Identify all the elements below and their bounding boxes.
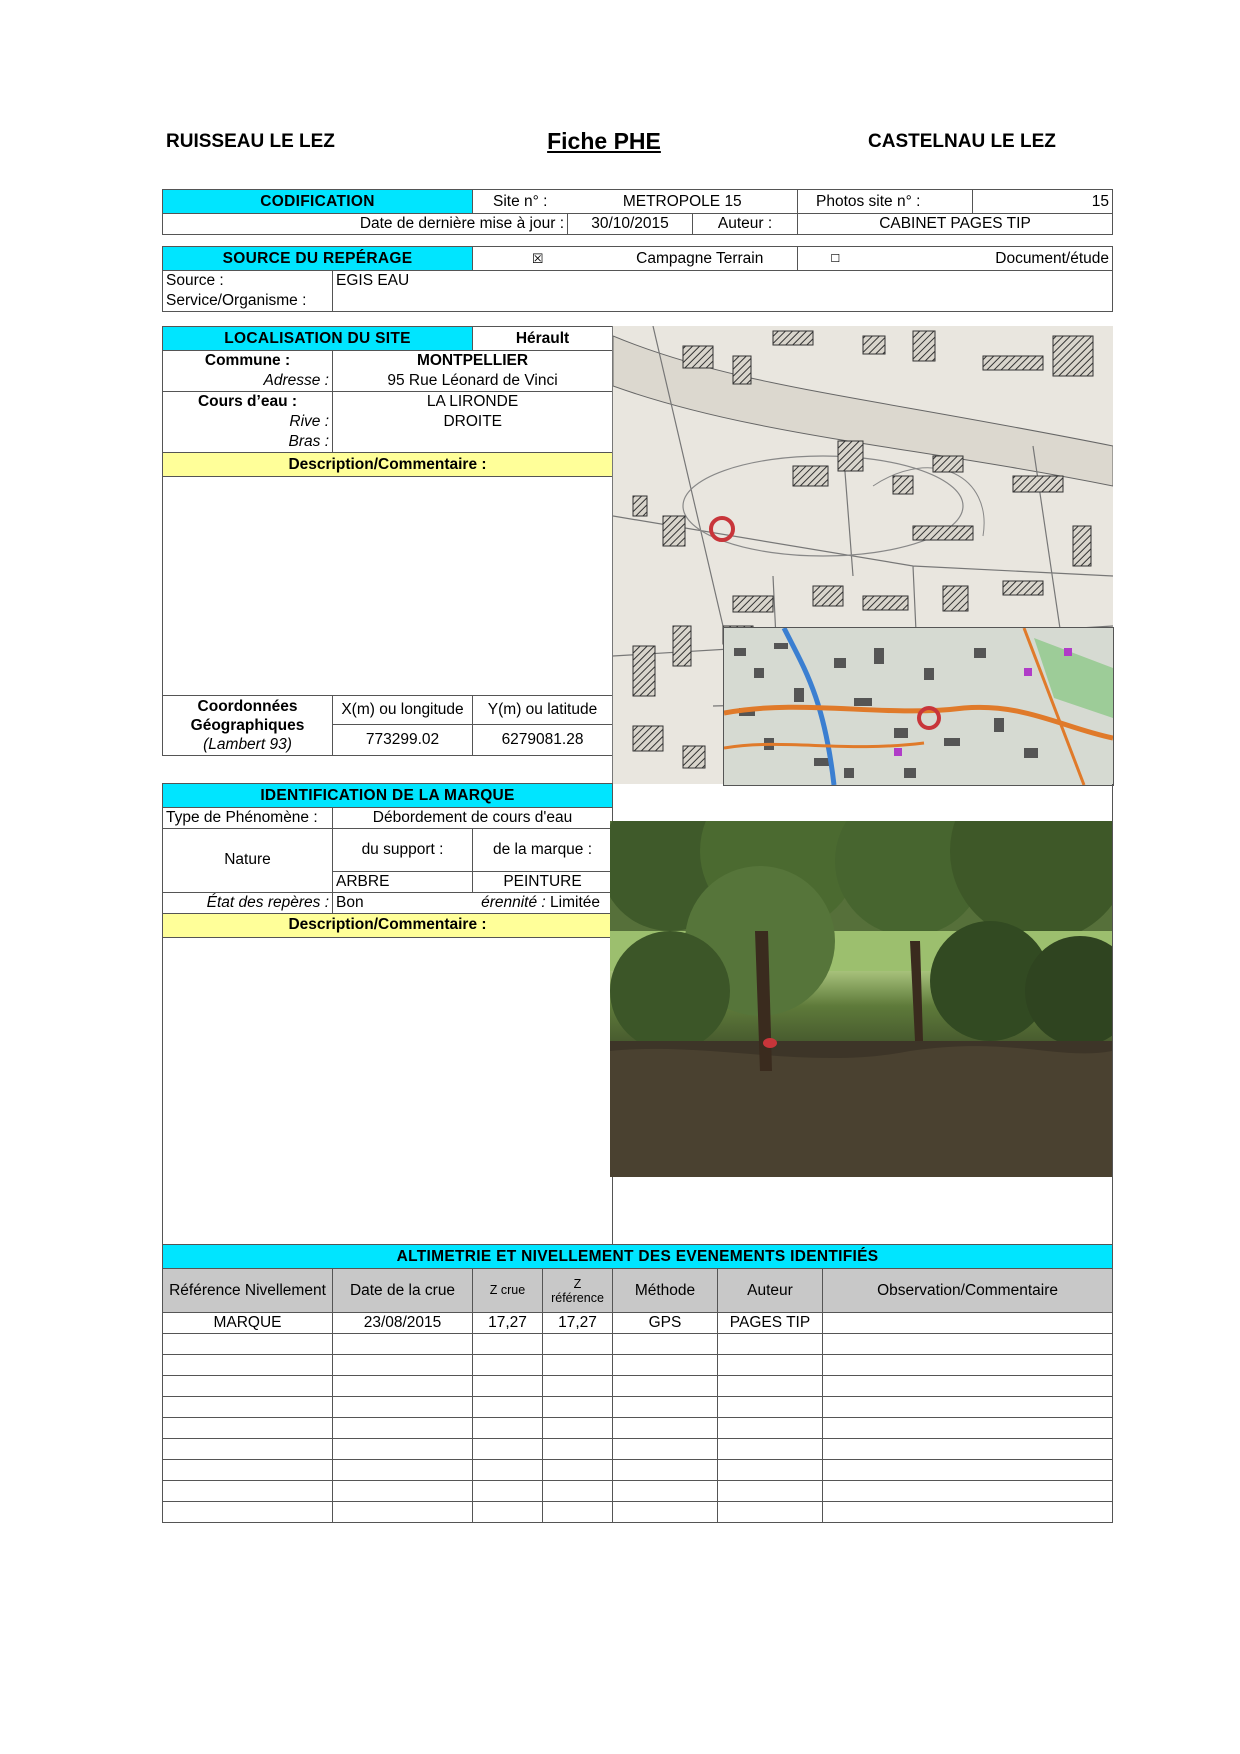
page-title: Fiche PHE [547, 128, 661, 154]
rive-label: Rive : [163, 412, 333, 432]
cell-methode [613, 1418, 718, 1439]
table-row [163, 1397, 1113, 1418]
cell-observation [823, 1439, 1113, 1460]
cell-observation [823, 1418, 1113, 1439]
cell-z-crue [473, 1439, 543, 1460]
marque-label: de la marque : [473, 829, 613, 872]
cell-z-reference [543, 1439, 613, 1460]
codification-table [162, 189, 1113, 235]
cell-auteur [718, 1397, 823, 1418]
auteur-value: CABINET PAGES TIP [798, 214, 1113, 235]
type-value: Débordement de cours d'eau [333, 808, 613, 829]
source-heading: SOURCE DU REPÉRAGE [163, 247, 473, 271]
altimetrie-heading: ALTIMETRIE ET NIVELLEMENT DES EVENEMENTS IDENTIFIÉS [163, 1245, 1113, 1269]
cell-z-crue [473, 1355, 543, 1376]
rive-value: DROITE [443, 413, 503, 430]
coord-label [163, 696, 333, 756]
source-table [162, 246, 1113, 312]
cell-z-reference [543, 1502, 613, 1523]
river-name: RUISSEAU LE LEZ [166, 131, 335, 152]
photos-value: 15 [973, 190, 1113, 214]
town-name: CASTELNAU LE LEZ [868, 131, 1056, 152]
cell-methode [613, 1481, 718, 1502]
perennite-cell [473, 892, 613, 913]
cell-auteur [718, 1481, 823, 1502]
site-value: METROPOLE 15 [568, 190, 798, 214]
cell-z-reference: 17,27 [543, 1313, 613, 1334]
cell-auteur [718, 1418, 823, 1439]
table-row [163, 1313, 1113, 1334]
etat-value: Bon [333, 892, 473, 913]
departement-value: Hérault [473, 327, 613, 351]
cell-methode: GPS [613, 1313, 718, 1334]
cell-date: 23/08/2015 [333, 1313, 473, 1334]
coord-label-line1: Coordonnées [197, 698, 298, 715]
altimetrie-rows [163, 1313, 1113, 1523]
coord-label-line3: (Lambert 93) [203, 736, 292, 753]
document-checkbox[interactable]: ☐ [798, 247, 873, 271]
cell-z-crue [473, 1397, 543, 1418]
cell-auteur [718, 1355, 823, 1376]
cell-date [333, 1418, 473, 1439]
localisation-table [162, 326, 613, 756]
cell-auteur: PAGES TIP [718, 1313, 823, 1334]
adresse-label: Adresse : [163, 371, 333, 392]
table-row [163, 1481, 1113, 1502]
cell-date [333, 1397, 473, 1418]
cell-observation [823, 1502, 1113, 1523]
service-label: Service/Organisme : [163, 291, 333, 312]
table-row [163, 1502, 1113, 1523]
cell-reference [163, 1481, 333, 1502]
topographic-inset-map [723, 627, 1114, 786]
support-value: ARBRE [333, 871, 473, 892]
cours-label: Cours d’eau : [163, 392, 333, 413]
site-label: Site n° : [473, 190, 568, 214]
date-value: 30/10/2015 [568, 214, 693, 235]
table-row [163, 1439, 1113, 1460]
bras-label: Bras : [163, 432, 333, 453]
cell-observation [823, 1313, 1113, 1334]
table-row [163, 1334, 1113, 1355]
cell-reference [163, 1502, 333, 1523]
bras-value [333, 432, 613, 453]
cell-observation [823, 1460, 1113, 1481]
cell-z-crue [473, 1481, 543, 1502]
source-label: Source : [163, 271, 333, 292]
cell-reference [163, 1439, 333, 1460]
commune-label: Commune : [163, 351, 333, 372]
cell-reference [163, 1376, 333, 1397]
cell-reference [163, 1397, 333, 1418]
cell-auteur [718, 1439, 823, 1460]
date-label: Date de dernière mise à jour : [163, 214, 568, 235]
x-label: X(m) ou longitude [333, 696, 473, 725]
inset-map-drawing [724, 628, 1113, 785]
cell-observation [823, 1376, 1113, 1397]
cell-z-crue: 17,27 [473, 1313, 543, 1334]
table-row [163, 1376, 1113, 1397]
cell-z-crue [473, 1460, 543, 1481]
nature-label: Nature [163, 829, 333, 893]
etat-label: État des repères : [163, 892, 333, 913]
flood-mark-paint [763, 1038, 777, 1048]
photo-frame-top [613, 784, 1113, 808]
cell-z-reference [543, 1355, 613, 1376]
x-value: 773299.02 [333, 725, 473, 756]
cell-methode [613, 1439, 718, 1460]
table-row [163, 1460, 1113, 1481]
cell-reference [163, 1418, 333, 1439]
cell-z-crue [473, 1502, 543, 1523]
source-value: EGIS EAU [333, 271, 1113, 292]
cell-z-reference [543, 1481, 613, 1502]
cell-z-reference [543, 1460, 613, 1481]
cell-reference [163, 1355, 333, 1376]
cell-date [333, 1439, 473, 1460]
cell-methode [613, 1334, 718, 1355]
cell-auteur [718, 1502, 823, 1523]
cell-z-crue [473, 1334, 543, 1355]
cell-observation [823, 1355, 1113, 1376]
cell-reference [163, 1334, 333, 1355]
col-methode: Méthode [613, 1269, 718, 1313]
cell-z-reference [543, 1334, 613, 1355]
commune-value: MONTPELLIER [333, 351, 613, 372]
cell-z-reference [543, 1397, 613, 1418]
cell-methode [613, 1502, 718, 1523]
table-row [163, 1355, 1113, 1376]
cell-auteur [718, 1376, 823, 1397]
y-value: 6279081.28 [473, 725, 613, 756]
cell-z-crue [473, 1418, 543, 1439]
cell-date [333, 1502, 473, 1523]
identification-comment-heading: Description/Commentaire : [163, 913, 613, 937]
cell-methode [613, 1460, 718, 1481]
marque-value: PEINTURE [473, 871, 613, 892]
type-label: Type de Phénomène : [163, 808, 333, 829]
site-photo [610, 821, 1112, 1177]
col-reference: Référence Nivellement [163, 1269, 333, 1313]
cell-date [333, 1376, 473, 1397]
cell-date [333, 1334, 473, 1355]
cell-methode [613, 1376, 718, 1397]
cell-observation [823, 1397, 1113, 1418]
localisation-comment-heading: Description/Commentaire : [163, 453, 613, 477]
col-auteur: Auteur [718, 1269, 823, 1313]
photos-label: Photos site n° : [798, 190, 973, 214]
codification-heading: CODIFICATION [163, 190, 473, 214]
identification-heading: IDENTIFICATION DE LA MARQUE [163, 784, 613, 808]
cell-z-crue [473, 1376, 543, 1397]
cell-methode [613, 1355, 718, 1376]
site-photo-drawing [610, 821, 1112, 1177]
cell-date [333, 1460, 473, 1481]
perennite-value: Limitée [550, 893, 600, 911]
campagne-checkbox[interactable]: ☒ [473, 247, 603, 271]
cell-observation [823, 1334, 1113, 1355]
cell-methode [613, 1397, 718, 1418]
auteur-label: Auteur : [693, 214, 798, 235]
cell-date [333, 1481, 473, 1502]
cell-date [333, 1355, 473, 1376]
adresse-value: 95 Rue Léonard de Vinci [333, 371, 613, 392]
document-label: Document/étude [873, 247, 1113, 271]
col-z-crue: Z crue [473, 1269, 543, 1313]
cell-reference: MARQUE [163, 1313, 333, 1334]
support-label: du support : [333, 829, 473, 872]
cell-auteur [718, 1334, 823, 1355]
perennite-label: érennité : [481, 893, 546, 911]
cours-value: LA LIRONDE [333, 392, 613, 413]
localisation-heading: LOCALISATION DU SITE [163, 327, 473, 351]
col-z-reference: Z référence [543, 1269, 613, 1313]
service-value [333, 291, 1113, 312]
localisation-comment-area [163, 477, 613, 696]
cell-observation [823, 1481, 1113, 1502]
cell-z-reference [543, 1376, 613, 1397]
coord-label-line2: Géographiques [190, 717, 305, 734]
identification-comment-area [163, 937, 613, 1248]
col-date: Date de la crue [333, 1269, 473, 1313]
campagne-label: Campagne Terrain [603, 247, 798, 271]
col-observation: Observation/Commentaire [823, 1269, 1113, 1313]
cell-reference [163, 1460, 333, 1481]
y-label: Y(m) ou latitude [473, 696, 613, 725]
table-row [163, 1418, 1113, 1439]
cell-z-reference [543, 1418, 613, 1439]
cell-auteur [718, 1460, 823, 1481]
altimetrie-table [162, 1244, 1113, 1523]
